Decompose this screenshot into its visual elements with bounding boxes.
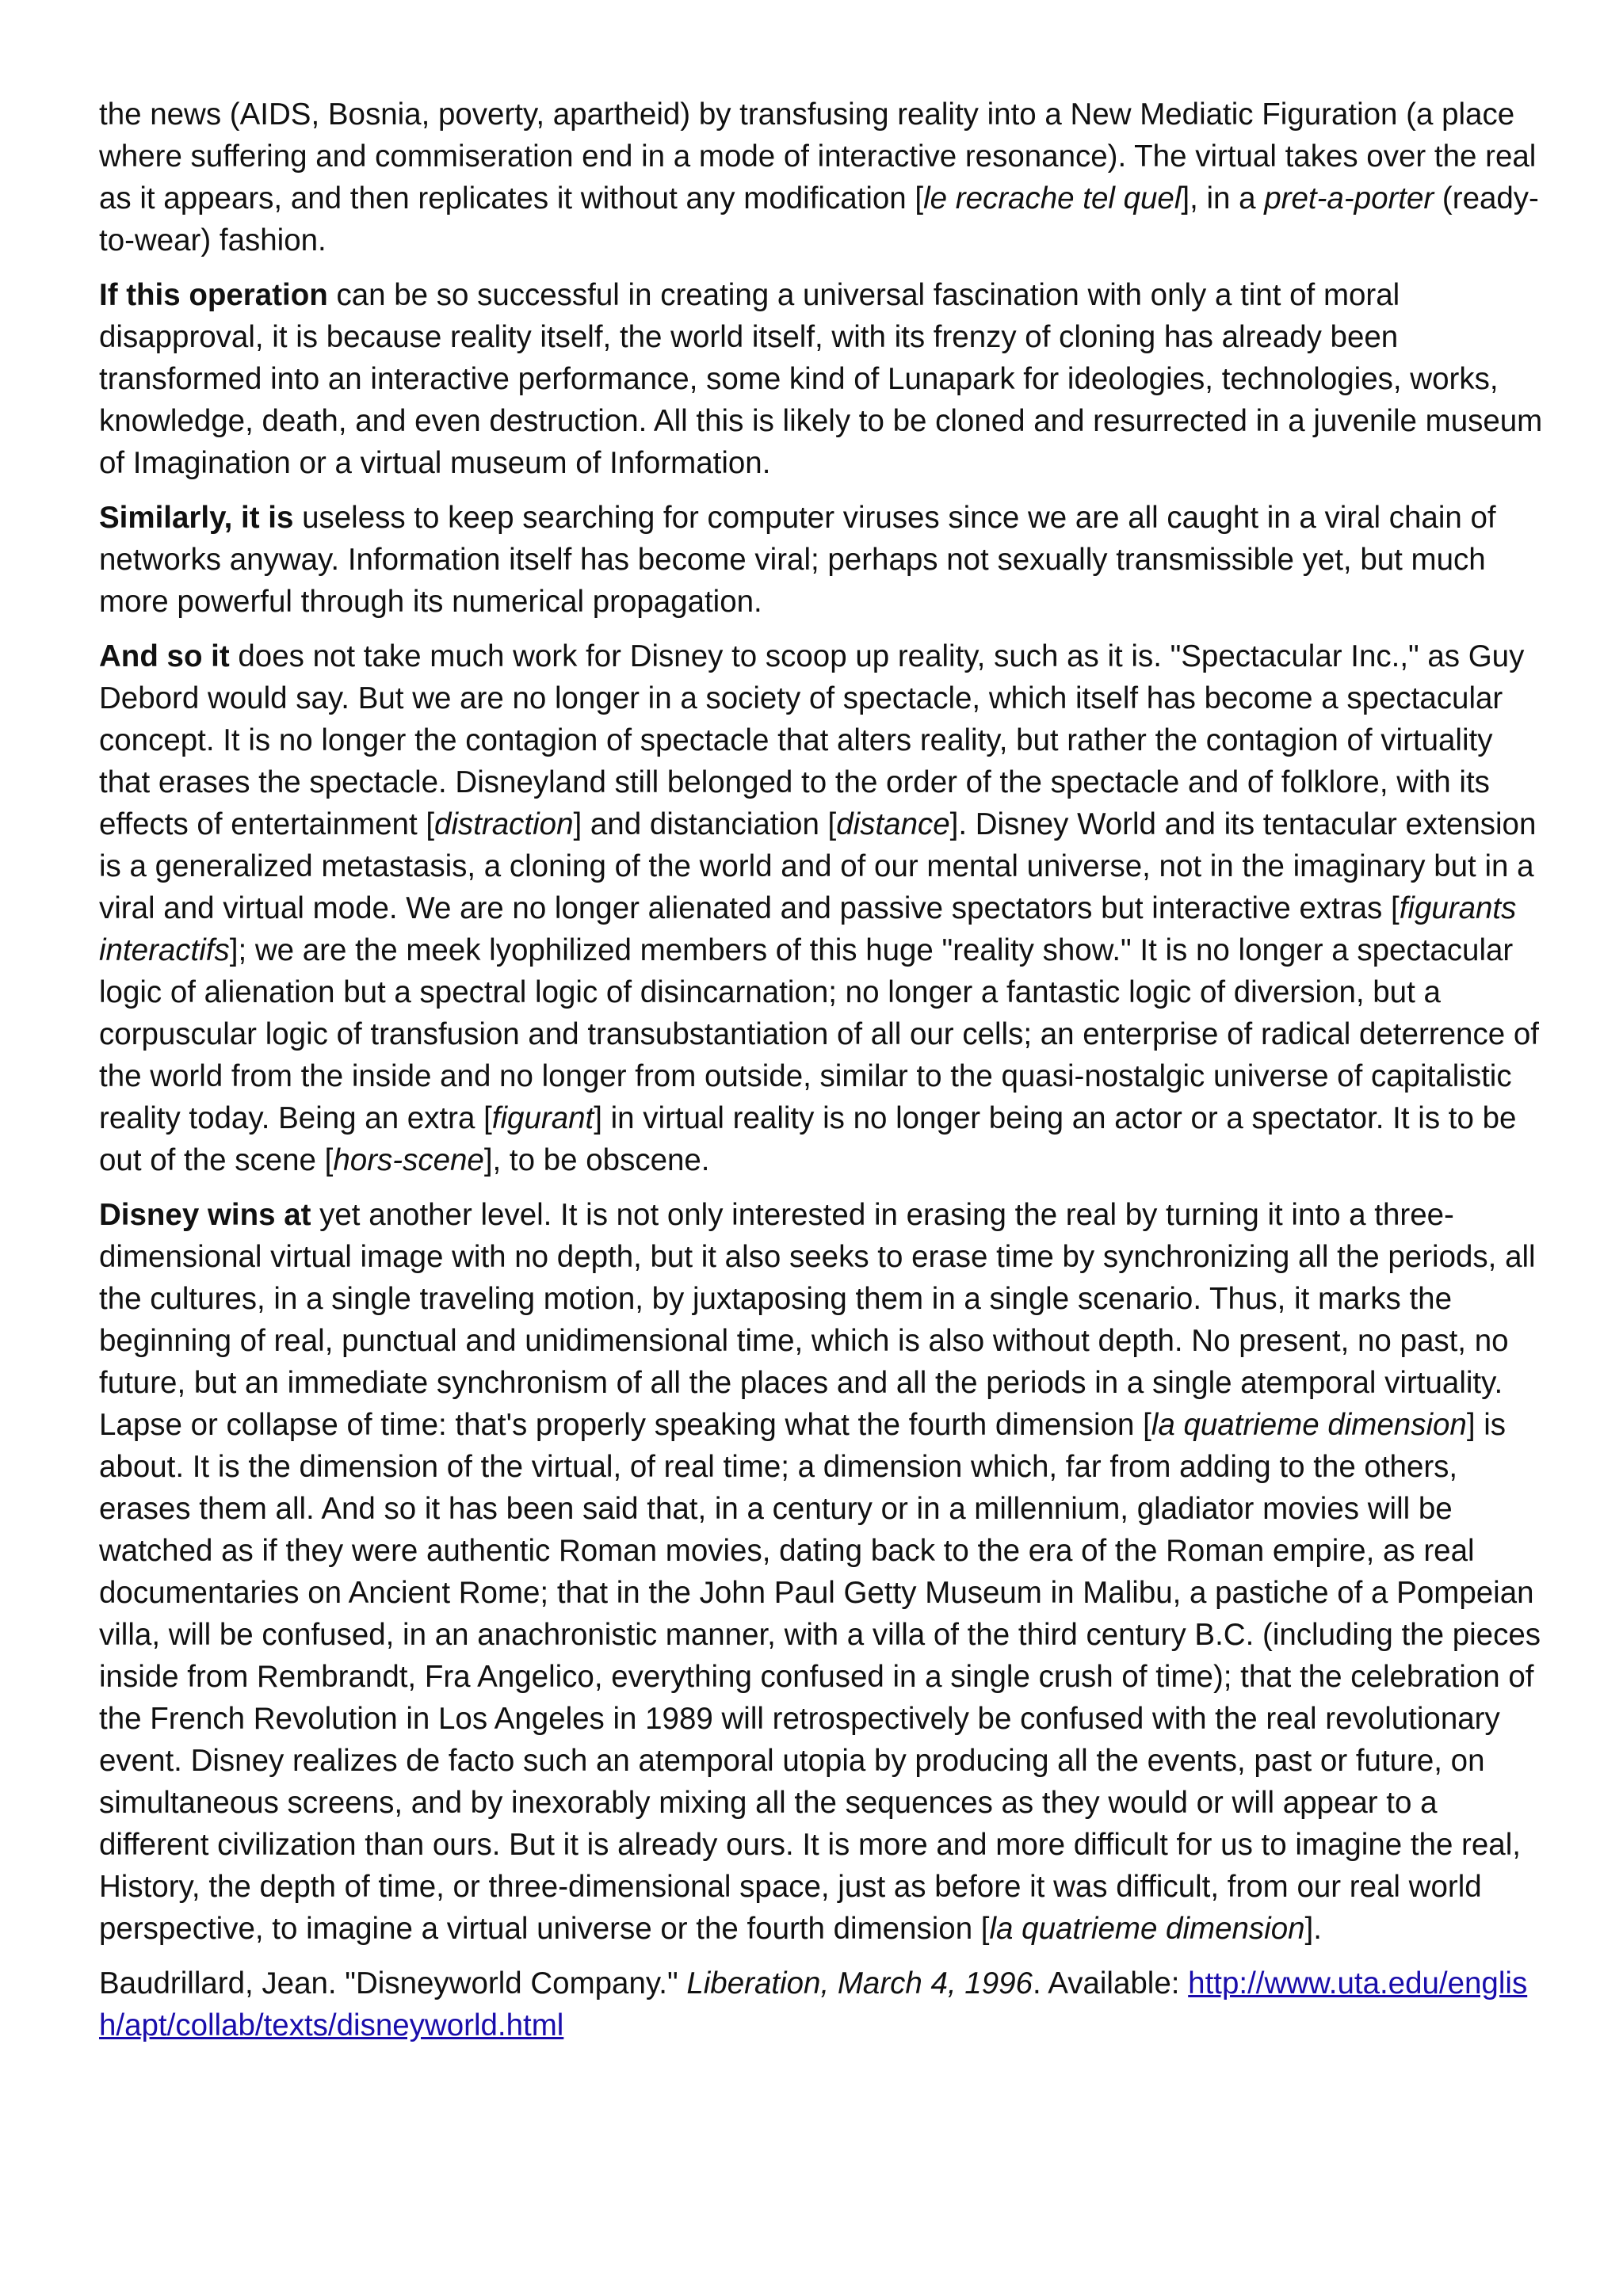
italic-term: hors-scene xyxy=(333,1143,484,1177)
paragraph-text: ], to be obscene. xyxy=(483,1143,710,1177)
italic-term: figurants interactifs xyxy=(99,891,1517,967)
paragraph-text: (ready-to-wear) fashion. xyxy=(99,181,1539,257)
paragraph-lead: Disney wins at xyxy=(99,1198,311,1232)
paragraph-lead: Similarly, it is xyxy=(99,501,294,535)
paragraph xyxy=(99,274,1545,484)
document-page xyxy=(99,93,1545,2059)
italic-term: le recrache tel quel xyxy=(923,181,1182,215)
paragraph-text: the news (AIDS, Bosnia, poverty, apartheid) by transfusing reality into a New Mediatic Figuration (a place where suffering and commiseration end in a mode of interactive resonance). The virtual takes over the real as it appears, and then replicates it without any modification [ xyxy=(99,97,1537,215)
paragraph-text: ]. xyxy=(1304,1912,1322,1946)
paragraph-text: useless to keep searching for computer viruses since we are all caught in a viral chain of networks anyway. Information itself has become viral; perhaps not sexually transmissible yet, but much more powerful through its numerical propagation. xyxy=(99,501,1496,619)
citation xyxy=(99,1962,1545,2046)
italic-term: distance xyxy=(836,807,950,841)
paragraph-text: yet another level. It is not only interested in erasing the real by turning it into a three-dimensional virtual image with no depth, but it also seeks to erase time by synchronizing all the periods, all the cultures, in a single traveling motion, by juxtaposing them in a single scenario. Thus, it marks the beginning of real, punctual and unidimensional time, which is also without depth. No present, no past, no future, but an immediate synchronism of all the places and all the periods in a single atemporal virtuality. Lapse or collapse of time: that's properly speaking what the fourth dimension [ xyxy=(99,1198,1536,1442)
paragraph-text: does not take much work for Disney to scoop up reality, such as it is. "Spectacular Inc.," as Guy Debord would say. But we are no longer in a society of spectacle, which itself has become a spectacular concept. It is no longer the contagion of spectacle that alters reality, but rather the contagion of virtuality that erases the spectacle. Disneyland still belonged to the order of the spectacle and of folklore, with its effects of entertainment [ xyxy=(99,639,1525,841)
italic-term: la quatrieme dimension xyxy=(1151,1408,1467,1442)
paragraph-text: ]; we are the meek lyophilized members of this huge "reality show." It is no longer a spectacular logic of alienation but a spectral logic of disincarnation; no longer a fantastic logic of diversion, but a corpuscular logic of transfusion and transubstantiation of all our cells; an enterprise of radical deterrence of the world from the inside and no longer from outside, similar to the quasi-nostalgic universe of capitalistic reality today. Being an extra [ xyxy=(99,933,1539,1135)
citation-author-title: Baudrillard, Jean. "Disneyworld Company." xyxy=(99,1966,687,2000)
paragraph-lead: And so it xyxy=(99,639,230,673)
paragraph xyxy=(99,635,1545,1181)
paragraph xyxy=(99,93,1545,261)
citation-available-label: . Available: xyxy=(1032,1966,1189,2000)
paragraph-text: ] in virtual reality is no longer being an actor or a spectator. It is to be out of the scene [ xyxy=(99,1101,1517,1177)
italic-term: figurant xyxy=(491,1101,594,1135)
italic-term: pret-a-porter xyxy=(1264,181,1434,215)
document-body xyxy=(99,93,1545,1950)
paragraph-lead: If this operation xyxy=(99,278,328,312)
paragraph-text: ] is about. It is the dimension of the virtual, of real time; a dimension which, far from adding to the others, erases them all. And so it has been said that, in a century or in a millennium, gladiator movies will be watched as if they were authentic Roman movies, dating back to the era of the Roman empire, as real documentaries on Ancient Rome; that in the John Paul Getty Museum in Malibu, a pastiche of a Pompeian villa, will be confused, in an anachronistic manner, with a villa of the third century B.C. (including the pieces inside from Rembrandt, Fra Angelico, everything confused in a single crush of time); that the celebration of the French Revolution in Los Angeles in 1989 will retrospectively be confused with the real revolutionary event. Disney realizes de facto such an atemporal utopia by producing all the events, past or future, on simultaneous screens, and by inexorably mixing all the sequences as they would or will appear to a different civilization than ours. But it is already ours. It is more and more difficult for us to imagine the real, History, the depth of time, or three-dimensional space, just as before it was difficult, from our real world perspective, to imagine a virtual universe or the fourth dimension [ xyxy=(99,1408,1541,1946)
paragraph-text: ], in a xyxy=(1181,181,1265,215)
paragraph xyxy=(99,1194,1545,1950)
italic-term: distraction xyxy=(434,807,574,841)
paragraph-text: ] and distanciation [ xyxy=(573,807,837,841)
paragraph-text: ]. Disney World and its tentacular extension is a generalized metastasis, a cloning of the world and of our mental universe, not in the imaginary but in a viral and virtual mode. We are no longer alienated and passive spectators but interactive extras [ xyxy=(99,807,1537,925)
citation-source: Liberation, March 4, 1996 xyxy=(686,1966,1033,2000)
paragraph-text: can be so successful in creating a universal fascination with only a tint of moral disapproval, it is because reality itself, the world itself, with its frenzy of cloning has already been transformed into an interactive performance, some kind of Lunapark for ideologies, technologies, works, knowledge, death, and even destruction. All this is likely to be cloned and resurrected in a juvenile museum of Imagination or a virtual museum of Information. xyxy=(99,278,1543,480)
italic-term: la quatrieme dimension xyxy=(989,1912,1305,1946)
paragraph xyxy=(99,497,1545,623)
citation-url-link[interactable]: http://www.uta.edu/english/apt/collab/texts/disneyworld.html xyxy=(99,1966,1528,2042)
